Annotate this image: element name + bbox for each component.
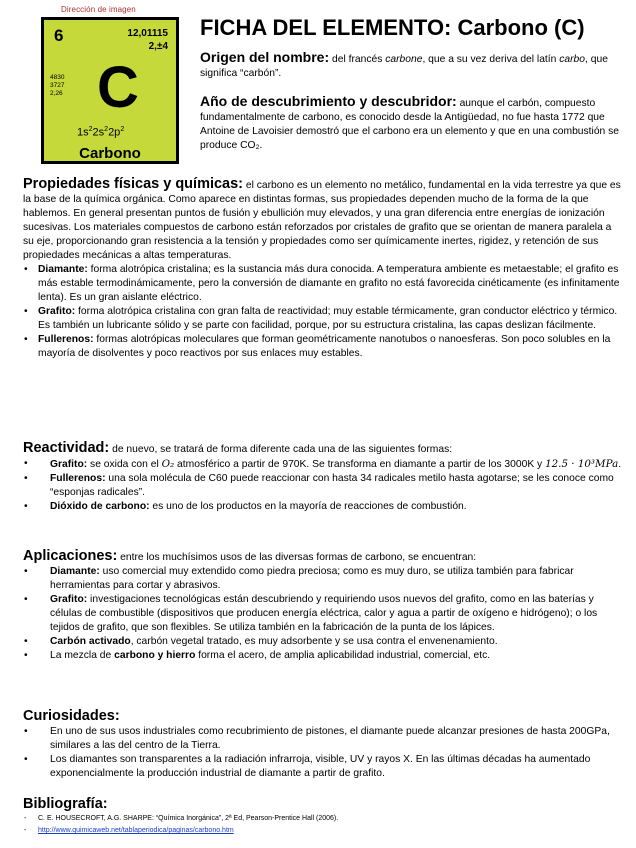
list-item: • Grafito: forma alotrópica cristalina con gran falta de reactividad; muy estable térmicamente, gran conductor eléctrico y térmico. Es también un lubricante sólido y se parte con facilidad, porque, por su estructura cristalina, las capas deslizan fácilmente. [23, 305, 623, 333]
element-tile [41, 17, 179, 164]
electron-configuration: $1s^22s^22p^2$ [77, 126, 125, 139]
curiosities-section [23, 706, 623, 781]
properties-section [23, 176, 623, 361]
properties-intro: el carbono es un elemento no metálico, fundamental en la vida terrestre ya que es la base de la química orgánica. Como aparece en distintas formas, sus propiedades dependen mucho de la forma de la que hablemos. En general presentan puntos de fusión y ebullición muy elevados, y una gran diferencia entre energías de ionización sucesivas. Los materiales compuestos de carbono están reforzados por cristales de grafito que se orientan de manera paralela a su eje, proporcionando gran resistencia a la tensión y propiedades como ser químicamente inertes, rigidez, y retención de sus propiedades mecánicas a altas temperaturas. [23, 180, 621, 261]
applications-list [23, 565, 623, 663]
origin-heading: Origen del nombre: [200, 49, 330, 65]
discovery-text: aunque el carbón, compuesto fundamentalmente de carbono, es conocido desde la Antigüedad, no fue hasta 1772 que Antoine de Lavoisier demostró que el carbono era un elemento y que en una combustión se produce CO₂. [200, 98, 620, 151]
properties-heading: Propiedades físicas y químicas: [23, 176, 244, 192]
reactivity-list [23, 457, 623, 514]
reference-book: - C. E. HOUSECROFT, A.G. SHARPE: “Química Inorgánica”, 2ª Ed, Pearson-Prentice Hall (2006). [23, 813, 623, 825]
curiosities-heading: Curiosidades: [23, 708, 120, 724]
element-symbol: C [97, 55, 139, 120]
page-title: FICHA DEL ELEMENTO: Carbono (C) [200, 15, 585, 40]
list-item: • Los diamantes son transparentes a la radiación infrarroja, visible, UV y rayos X. En las últimas décadas ha aumentado exponencialmente la producción industrial de diamante a partir de grafito. [23, 753, 623, 781]
density: 2,26 [50, 90, 63, 97]
list-item: • Grafito: se oxida con el O₂ atmosférico a partir de 970K. Se transforma en diamante a partir de los 3000K y 12.5 · 10³MPa. [23, 457, 623, 472]
reference-link-item [23, 825, 623, 837]
list-item: • Dióxido de carbono: es uno de los productos en la mayoría de reacciones de combustión. [23, 500, 623, 514]
properties-list [23, 263, 623, 361]
atomic-mass: 12,01115 [127, 28, 168, 39]
image-source-link[interactable]: Dirección de imagen [61, 5, 136, 14]
applications-section: Aplicaciones: entre los muchísimos usos de las diversas formas de carbono, se encuentran: • Diamante: uso comercial muy extendido como piedra preciosa; como es muy duro, se utiliza también para fabricar herramientas para cortar y abrasivos. • Grafito: investigaciones tecnológicas están descubriendo y requiriendo usos nuevos del grafito, como en las baterías y células de combustible (dispositivos que producen energía eléctrica, calor y agua a partir de oxígeno e hidrógeno); o los tejidos de grafito, que son flexibles. Se utiliza también en la fabricación de la punta de los lápices. • Carbón activado, carbón vegetal tratado, es muy adsorbente y se usa contra el envenenamiento. • La mezcla de carbono y hierro forma el acero, de amplia aplicabilidad industrial, comercial, etc. [23, 548, 623, 663]
element-name: Carbono [79, 145, 141, 162]
melting-point: 4830 [50, 74, 65, 81]
applications-heading: Aplicaciones: [23, 548, 118, 564]
list-item: • Diamante: forma alotrópica cristalina; es la sustancia más dura conocida. A temperatura ambiente es metaestable; el grafito es más estable termodinámicamente, pero la conversión de diamante en grafito no está favorecida cinéticamente (es infinitamente lenta). Es un gran aislante eléctrico. [23, 263, 623, 305]
discovery-heading: Año de descubrimiento y descubridor: [200, 93, 457, 109]
curiosities-list [23, 725, 623, 781]
list-item: • Fullerenos: una sola molécula de C60 puede reaccionar con hasta 34 radicales metilo hasta agotarse; se les conoce como “esponjas radicales”. [23, 472, 623, 500]
list-item: • Grafito: investigaciones tecnológicas están descubriendo y requiriendo usos nuevos del grafito, como en las baterías y células de combustible (dispositivos que producen energía eléctrica, calor y agua a partir de oxígeno e hidrógeno); o los tejidos de grafito, que son flexibles. Se utiliza también en la fabricación de la punta de los lápices. [23, 593, 623, 635]
reference-link[interactable]: http://www.quimicaweb.net/tablaperiodica/paginas/carbono.htm [38, 827, 234, 834]
oxidation-states: 2,±4 [148, 41, 168, 52]
list-item: • En uno de sus usos industriales como recubrimiento de pistones, el diamante puede alcanzar presiones de hasta 200GPa, similares a las del centro de la Tierra. [23, 725, 623, 753]
reactivity-heading: Reactividad: [23, 440, 110, 456]
list-item: • Fullerenos: formas alotrópicas moleculares que forman geométricamente nanotubos o nanoesferas. Son poco solubles en la mayoría de disolventes y poco reactivos por sus enlaces muy estables. [23, 333, 623, 361]
element-properties [50, 74, 64, 98]
bibliography-list [23, 813, 623, 837]
bibliography-heading: Bibliografía: [23, 796, 108, 812]
reactivity-section: Reactividad: de nuevo, se tratará de forma diferente cada una de las siguientes formas: • Grafito: se oxida con el O₂ atmosférico a partir de 970K. Se transforma en diamante a partir de los 3000K y 12.5 · 10³MPa. • Fullerenos: una sola molécula de C60 puede reaccionar con hasta 34 radicales metilo hasta agotarse; se les conoce como “esponjas radicales”. • Dióxido de carbono: es uno de los productos en la mayoría de reacciones de combustión. [23, 440, 623, 514]
origin-section: Origen del nombre: del francés carbone, que a su vez deriva del latín carbo, que significa “carbón”. [200, 49, 608, 79]
list-item: • Carbón activado, carbón vegetal tratado, es muy adsorbente y se usa contra el envenenamiento. [23, 635, 623, 649]
discovery-section [200, 94, 625, 153]
list-item: • Diamante: uso comercial muy extendido como piedra preciosa; como es muy duro, se utiliza también para fabricar herramientas para cortar y abrasivos. [23, 565, 623, 593]
list-item: • La mezcla de carbono y hierro forma el acero, de amplia aplicabilidad industrial, comercial, etc. [23, 649, 623, 663]
bibliography-section [23, 794, 623, 837]
atomic-number: 6 [54, 26, 64, 45]
boiling-point: 3727 [50, 82, 65, 89]
